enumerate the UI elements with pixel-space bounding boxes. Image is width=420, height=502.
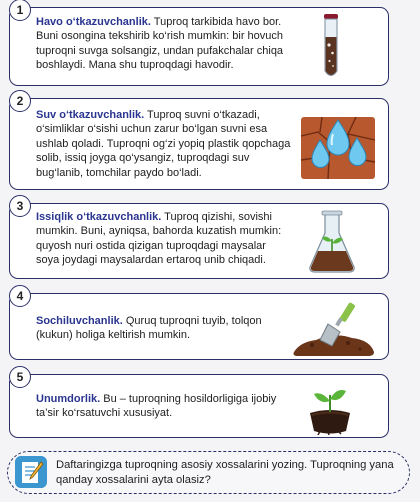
property-description: Tuproq tarkibida havo bor. Buni osongina tekshirib ko‘rish mumkin: bir hovuch tuproqni suvga solsangiz, undan pufakchalar chiqa boshlaydi. Mana shu tuproqdagi havodir. <box>36 16 284 72</box>
property-text <box>36 108 296 180</box>
item-number: 5 <box>9 366 31 388</box>
notebook-pencil-icon <box>15 456 47 488</box>
item-number: 2 <box>9 90 31 112</box>
test-tube-with-soil-icon <box>318 13 344 81</box>
water-drops-on-soil-icon <box>300 114 376 180</box>
property-card-friability <box>9 289 389 360</box>
property-card-air-permeability <box>9 3 389 86</box>
property-description: Bu – tuproqning hosildorligiga ijobiy ta’sir ko‘rsatuvchi xususiyat. <box>36 393 277 420</box>
trowel-in-soil-icon <box>290 298 376 358</box>
property-description: Tuproq qizishi, sovishi mumkin. Buni, ayniqsa, bahorda kuzatish mumkin: quyosh nuri ostida qizigan tuproqdagi maysalar soya joydagi maysalardan ertaroq unib chiqadi. <box>36 211 282 267</box>
property-text <box>36 392 291 421</box>
property-card-water-permeability <box>9 94 389 190</box>
property-title: Unumdorlik. <box>36 393 101 405</box>
task-box <box>7 451 410 494</box>
property-card-fertility <box>9 370 389 438</box>
property-card-heat-conductivity <box>9 199 389 279</box>
property-text <box>36 314 286 343</box>
property-title: Suv o‘tkazuvchanlik. <box>36 109 145 121</box>
task-text: Daftaringizga tuproqning asosiy xossalarini yozing. Tuproqning yana qanday xossalarini ayta olasiz? <box>56 459 394 486</box>
property-text <box>36 15 286 73</box>
flask-with-sprout-icon <box>306 209 358 275</box>
property-description: Quruq tuproqni tuyib, tolqon (kukun) holiga keltirish mumkin. <box>36 315 262 342</box>
property-description: Tuproq suvni o‘tkazadi, o‘simliklar o‘sishi uchun zarur bo‘lgan suvni esa ushlab qoladi. Tuproqni og‘zi yopiq plastik qopchaga solib, issiq joyga qo‘ysangiz, tuproqdagi suv bug‘lanib, tomchilar paydo bo‘ladi. <box>36 109 291 179</box>
property-title: Issiqlik o‘tkazuvchanlik. <box>36 211 162 223</box>
item-number: 4 <box>9 285 31 307</box>
item-number: 1 <box>9 0 31 21</box>
property-title: Havo o‘tkazuvchanlik. <box>36 16 151 28</box>
seedling-in-soil-icon <box>306 379 354 435</box>
item-number: 3 <box>9 195 31 217</box>
property-text <box>36 210 286 268</box>
property-title: Sochiluvchanlik. <box>36 315 123 327</box>
